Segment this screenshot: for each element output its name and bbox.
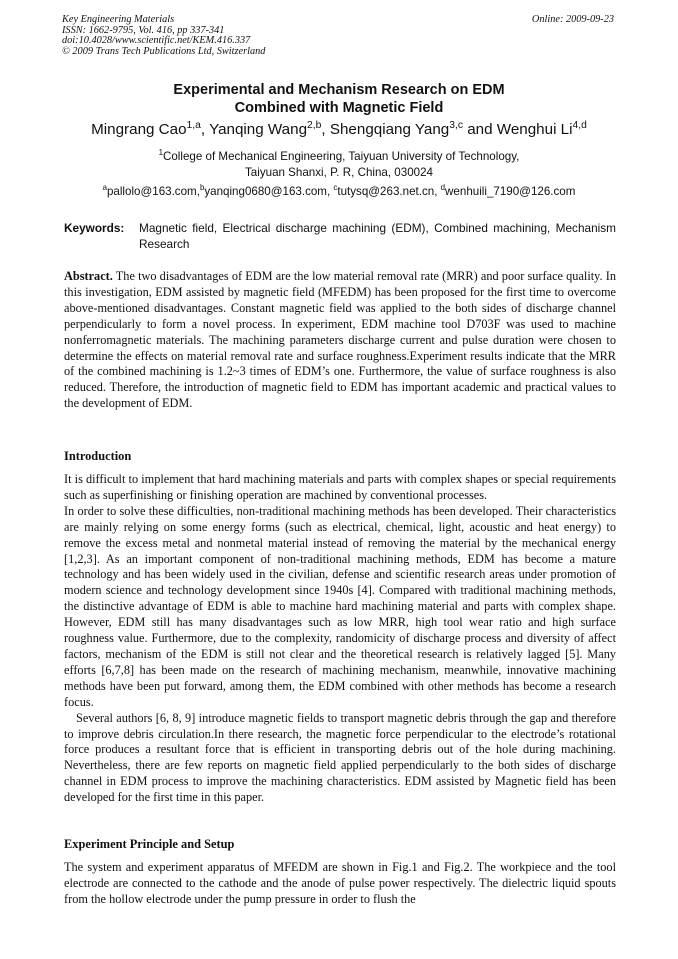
journal-name: Key Engineering Materials [62,14,175,25]
online-date: Online: 2009-09-23 [531,14,614,25]
email-sup: b [199,183,205,193]
affiliation-sup: 1 [158,148,163,158]
paper-title [0,81,678,117]
email-address: wenhuili_7190@126.com [445,185,576,198]
email-list [0,184,678,199]
author-sup: 3,c [449,119,463,131]
copyright-line: © 2009 Trans Tech Publications Ltd, Switzerland [62,46,266,58]
email-sup: a [102,183,107,193]
abstract [64,269,616,412]
author-list [0,121,678,139]
paragraph: Several authors [6, 8, 9] introduce magnetic fields to transport magnetic debris through the gap and therefore to improve debris circulation.In there research, the magnetic force perpendicular to the electrode’s rotational force produces a resultant force that is efficient in transporting debris out of the hole during machining. Nevertheless, there are few reports on magnetic field applied perpendicularly to the both sides of discharge channel in EDM process to improve the machining characteristics. EDM assisted by Magnetic field has been developed for the first time in this paper. [64,710,616,805]
introduction-body [64,472,616,806]
experiment-body [64,860,616,908]
email-sup: c [333,183,338,193]
affiliation-line-2: Taiyuan Shanxi, P. R, China, 030024 [245,165,433,179]
abstract-text: The two disadvantages of EDM are the low material removal rate (MRR) and poor surface quality. In this investigation, EDM assisted by magnetic field (MFEDM) has been proposed for the first time to overcome above-mentioned disadvantages. Constant magnetic field was applied to the both sides of discharge channel perpendicularly to form a novel process. In experiment, EDM machine tool D703F was used to machine nonferromagnetic materials. The machining parameters discharge current and pulse duration were chosen to determine the effects on material removal rate and surface roughness.Experiment results indicate that the MRR of the combined machining is 1.2~3 times of EDM’s one. Furthermore, the value of surface roughness is also reduced. Therefore, the introduction of magnetic field to EDM has important academic and practical values to the development of EDM. [64,269,616,411]
affiliation [0,149,678,180]
journal-header [62,15,616,58]
author-sup: 4,d [572,119,587,131]
email-address: tutysq@263.net.cn, [337,185,441,198]
paragraph: The system and experiment apparatus of MFEDM are shown in Fig.1 and Fig.2. The workpiece and the tool electrode are connected to the cathode and the anode of pulse power respectively. The dielectric liquid spouts from the hollow electrode under the pump pressure in order to flush the [64,860,616,906]
author-name: Yanqing Wang [209,121,308,138]
author-name: Wenghui Li [496,121,573,138]
keywords-block [64,221,616,252]
email-address: pallolo@163.com, [106,185,200,198]
doi-line: doi:10.4028/www.scientific.net/KEM.416.337 [62,35,251,47]
issn-line: ISSN: 1662-9795, Vol. 416, pp 337-341 [62,24,225,36]
author-sep: , [200,121,210,138]
author-name: Mingrang Cao [91,121,187,138]
author-sup: 1,a [186,119,201,131]
paragraph: It is difficult to implement that hard machining materials and parts with complex shapes or special requirements such as superfinishing or finishing operation are machined by conventional processes. [64,472,616,502]
keywords-label: Keywords: [64,221,125,235]
keywords-text: Magnetic field, Electrical discharge machining (EDM), Combined machining, Mechanism Research [139,221,616,251]
title-line-1: Experimental and Mechanism Research on EDM [173,82,505,98]
section-heading-experiment: Experiment Principle and Setup [64,837,235,851]
author-sep: and [463,121,497,138]
author-sup: 2,b [307,119,322,131]
affiliation-line-1: College of Mechanical Engineering, Taiyuan University of Technology, [162,150,520,163]
section-heading-introduction: Introduction [64,449,132,463]
author-sep: , [321,121,330,138]
author-name: Shengqiang Yang [329,121,450,138]
email-address: yanqing0680@163.com, [204,185,334,198]
paragraph: In order to solve these difficulties, non-traditional machining methods has been developed. Their characteristics are mainly relying on some energy forms (such as electrical, chemical, light, acoustic and heat energy) to remove the excess metal and nonmetal material instead of removing the material by the mechanical energy [1,2,3]. As an important component of non-traditional machining methods, EDM has become a mature technology and has been widely used in the civilian, defense and scientific research areas under promotion of modern science and technology development since 1940s [4]. Compared with traditional machining methods, the distinctive advantage of EDM is able to machine hard machining material and parts with complex shape. However, EDM still has many disadvantages such as low MRR, high tool wear ratio and high surface roughness value. Furthermore, due to the complexity, randomicity of discharge process and diversity of affect factors, mechanism of the EDM is still not clear and the theoretical research is relatively lagged [5]. Many efforts [6,7,8] has been made on the research of machining mechanism, meanwhile, innovative machining methods have been put forward, among them, the EDM combined with other methods has become a research focus. [64,503,616,709]
abstract-label: Abstract. [64,269,113,283]
title-line-2: Combined with Magnetic Field [234,100,444,116]
email-sup: d [440,183,446,193]
